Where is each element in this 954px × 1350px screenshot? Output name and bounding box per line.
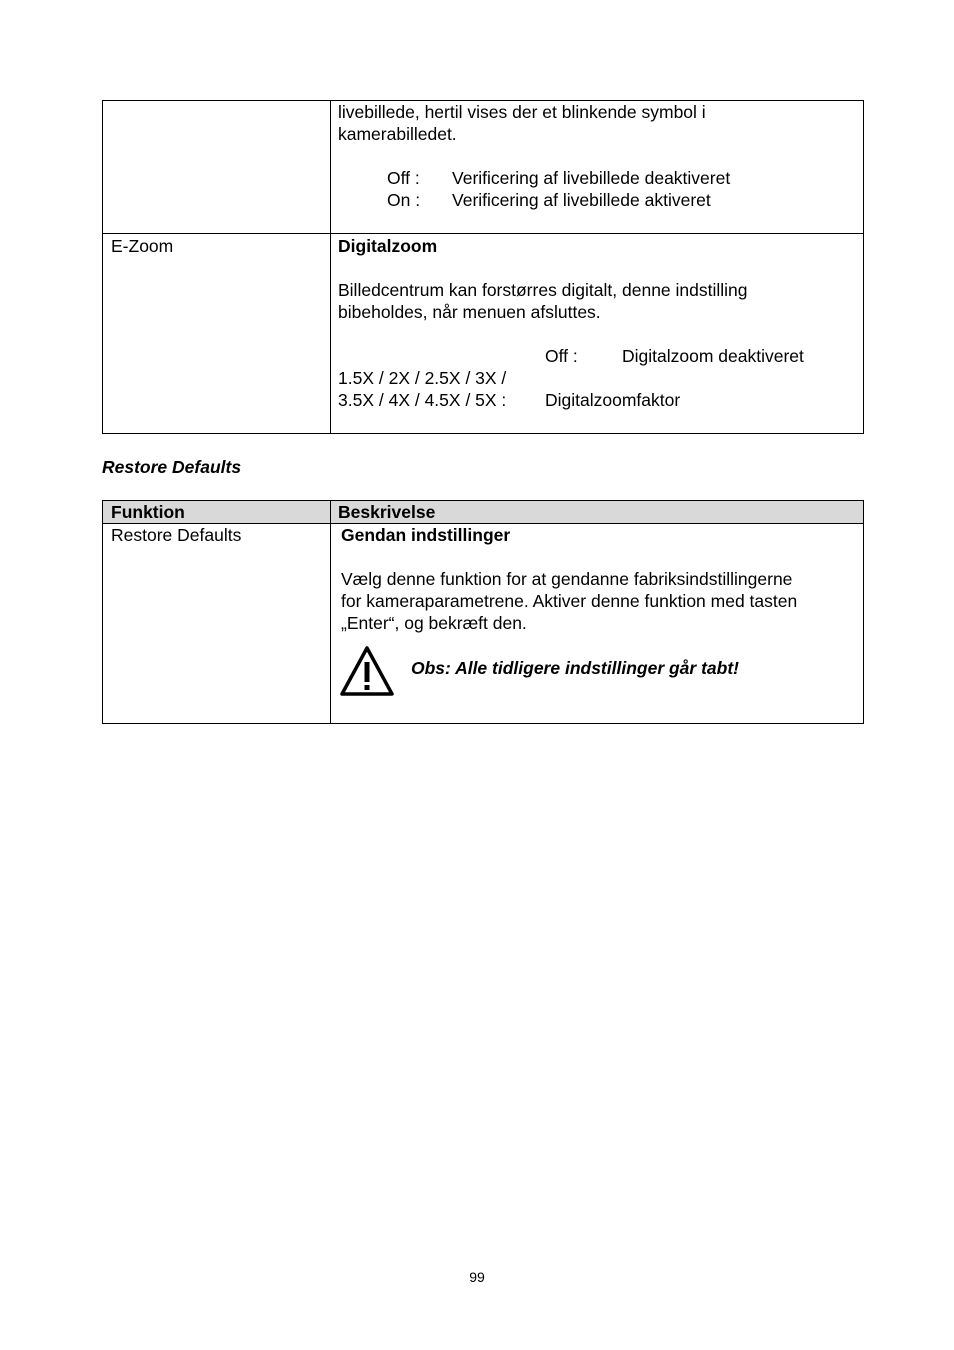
page-number: 99	[469, 1269, 485, 1285]
restore-desc-line2: for kameraparametrene. Aktiver denne funktion med tasten	[341, 591, 798, 611]
option-value-on: Verificering af livebillede aktiveret	[452, 190, 711, 210]
column-divider	[330, 101, 331, 433]
ezoom-title: Digitalzoom	[338, 236, 438, 256]
ezoom-factor-value: Digitalzoomfaktor	[545, 390, 681, 410]
option-key-off: Off :	[387, 168, 420, 188]
section-title: Restore Defaults	[102, 457, 242, 477]
ezoom-desc-line1: Billedcentrum kan forstørres digitalt, denne indstilling	[338, 280, 748, 300]
restore-desc-line1: Vælg denne funktion for at gendanne fabriksindstillingerne	[341, 569, 793, 589]
warning-triangle-icon	[339, 645, 395, 697]
restore-title: Gendan indstillinger	[341, 525, 511, 545]
function-restore-defaults: Restore Defaults	[111, 525, 242, 545]
function-ezoom: E-Zoom	[111, 236, 174, 256]
header-beskrivelse: Beskrivelse	[338, 502, 436, 522]
ezoom-off-key: Off :	[545, 346, 578, 366]
ezoom-desc-line2: bibeholdes, når menuen afsluttes.	[338, 302, 601, 322]
option-value-off: Verificering af livebillede deaktiveret	[452, 168, 731, 188]
restore-defaults-table	[102, 500, 864, 724]
table-header-row	[103, 501, 863, 523]
restore-desc-line3: „Enter“, og bekræft den.	[341, 613, 527, 633]
column-divider	[330, 501, 331, 723]
settings-table-continued	[102, 100, 864, 434]
live-verify-desc-line1: livebillede, hertil vises der et blinkende symbol i	[338, 102, 706, 122]
live-verify-desc-line2: kamerabilledet.	[338, 124, 457, 144]
row-divider	[103, 233, 863, 234]
ezoom-factor-line1: 1.5X / 2X / 2.5X / 3X /	[338, 368, 507, 388]
ezoom-factor-line2: 3.5X / 4X / 4.5X / 5X :	[338, 390, 507, 410]
option-key-on: On :	[387, 190, 421, 210]
warning-text: Obs: Alle tidligere indstillinger går tabt!	[411, 658, 739, 678]
ezoom-off-value: Digitalzoom deaktiveret	[622, 346, 804, 366]
header-funktion: Funktion	[111, 502, 185, 522]
